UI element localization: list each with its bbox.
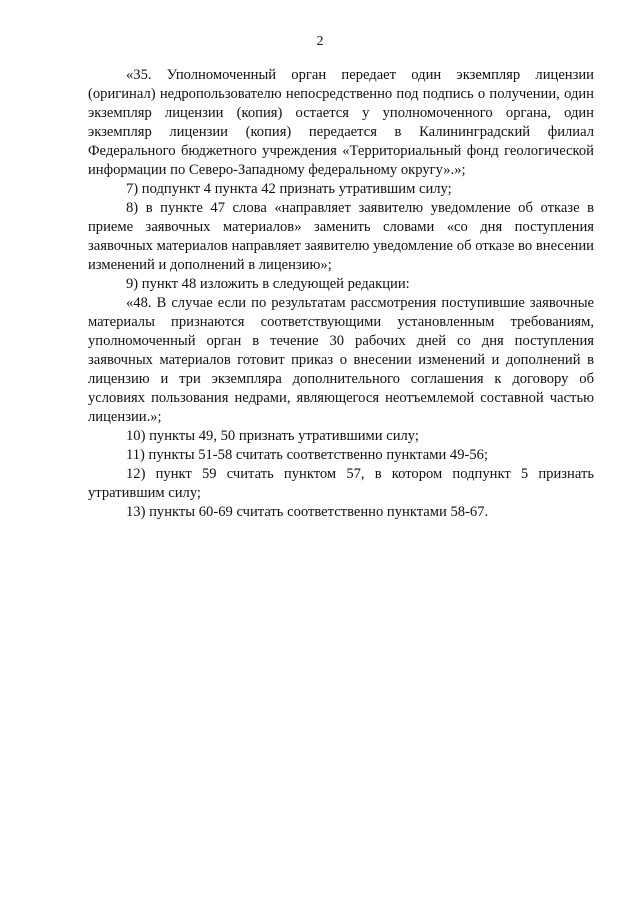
paragraph-item-11: 11) пункты 51-58 считать соответственно пунктами 49-56;	[126, 447, 489, 463]
paragraph-item-9: 9) пункт 48 изложить в следующей редакции:	[126, 276, 410, 292]
paragraph-item-10: 10) пункты 49, 50 признать утратившими силу;	[126, 428, 419, 444]
paragraph-item-12: 12) пункт 59 считать пунктом 57, в котором подпункт 5 признать утратившим силу;	[88, 466, 594, 501]
document-body	[88, 66, 594, 522]
page-number: 2	[316, 34, 324, 49]
paragraph-item-13: 13) пункты 60-69 считать соответственно пунктами 58-67.	[126, 504, 489, 520]
paragraph-item-7: 7) подпункт 4 пункта 42 признать утратившим силу;	[126, 181, 452, 197]
paragraph-35: «35. Уполномоченный орган передает один экземпляр лицензии (оригинал) недропользователю непосредственно под подпись о получении, один экземпляр лицензии (копия) остается у уполномоченного органа, один экземпляр лицензии (копия) передается в Калининградский филиал Федерального бюджетного учреждения «Территориальный фонд геологической информации по Северо-Западному федеральному округу».»;	[88, 67, 594, 178]
paragraph-48: «48. В случае если по результатам рассмотрения поступившие заявочные материалы признаются соответствующими установленным требованиям, уполномоченный орган в течение 30 рабочих дней со дня поступления заявочных материалов готовит приказ о внесении изменений и дополнений в лицензию и три экземпляра дополнительного соглашения к договору об условиях пользования недрами, являющегося неотъемлемой составной частью лицензии.»;	[88, 295, 594, 425]
paragraph-item-8: 8) в пункте 47 слова «направляет заявителю уведомление об отказе в приеме заявочных материалов» заменить словами «со дня поступления заявочных материалов направляет заявителю уведомление об отказе во внесении изменений и дополнений в лицензию»;	[88, 200, 594, 273]
